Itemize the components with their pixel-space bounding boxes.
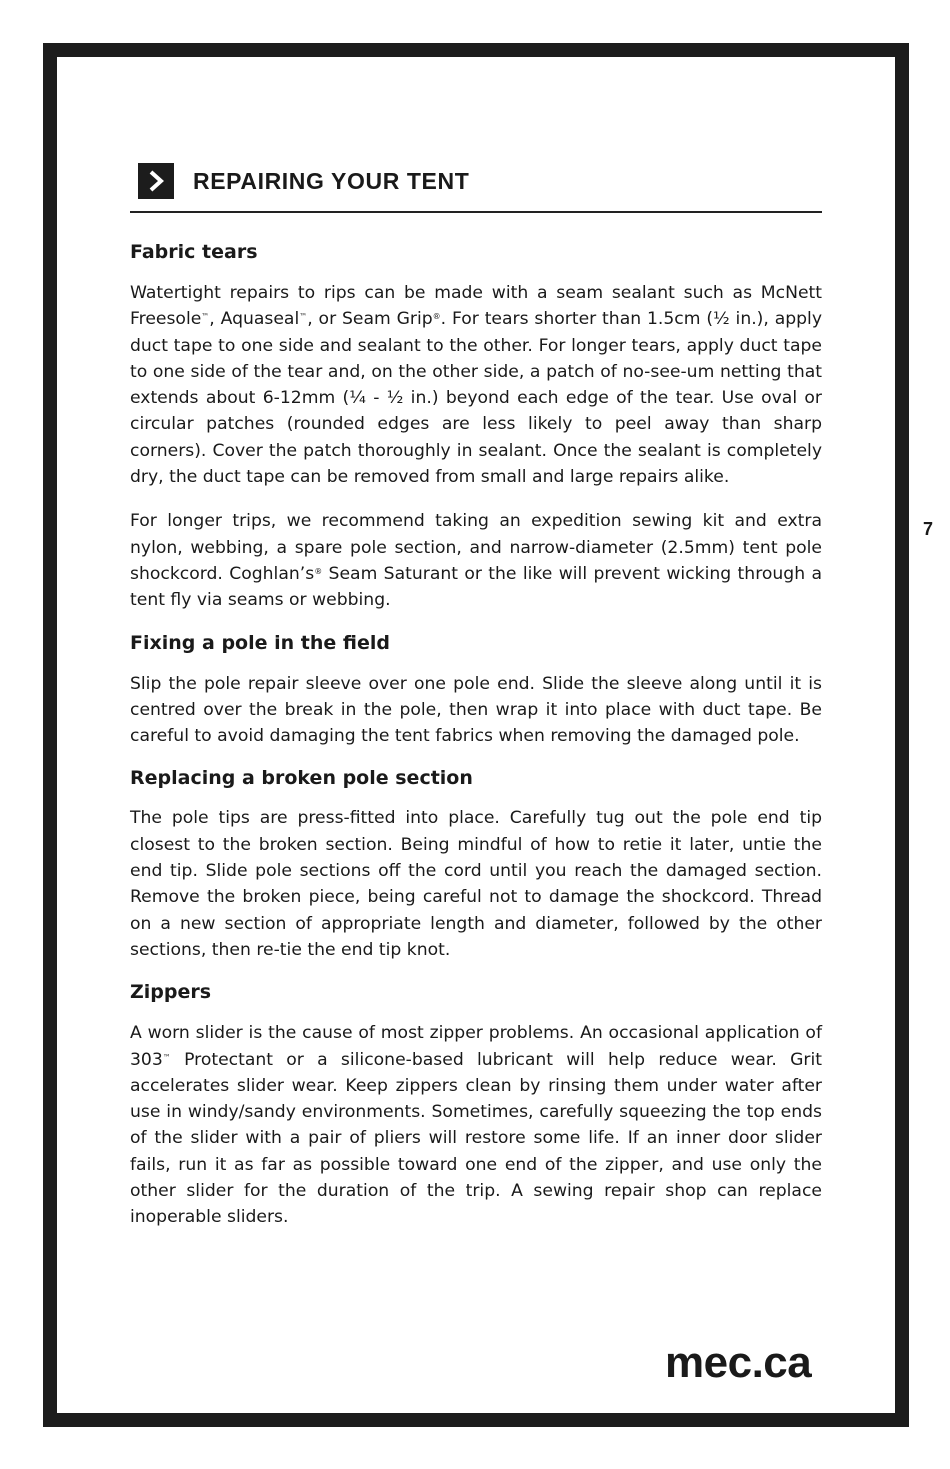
fabric-tears-paragraph-2: For longer trips, we recommend taking an expedition sewing kit and extra nylon, webbing, a spare pole section, and narrow-diameter (2.5mm) tent pole shockcord. Coghlan’s® Seam Saturant or the like will prevent wicking through a tent fly via seams or webbing. (130, 511, 822, 611)
replacing-pole-paragraph: The pole tips are press-fitted into place. Carefully tug out the pole end tip closest to the broken section. Being mindful of how to retie it later, untie the end tip. Slide pole sections off the cord until you reach the damaged section. Remove the broken piece, being careful not to damage the shockcord. Thread on a new section of appropriate length and diameter, followed by the other sections, then re-tie the end tip knot. (130, 808, 822, 960)
fabric-tears-paragraph-1: Watertight repairs to rips can be made with a seam sealant such as McNett Freesole™, Aquaseal™, or Seam Grip®. For tears shorter than 1.5cm (¹⁄₂ in.), apply duct tape to one side and sealant to the other. For longer tears, apply duct tape to one side of the tear and, on the other side, a patch of no-see-um netting that extends about 6-12mm (¹⁄₄ - ¹⁄₂ in.) beyond each edge of the tear. Use oval or circular patches (rounded edges are less likely to peel away than sharp corners). Cover the patch thoroughly in sealant. Once the sealant is completely dry, the duct tape can be removed from small and large repairs alike. (130, 283, 822, 488)
chevron-right-icon (138, 163, 174, 199)
section-heading-replacing-pole: Replacing a broken pole section (130, 767, 473, 790)
page-content (130, 162, 822, 1231)
section-heading-zippers: Zippers (130, 981, 212, 1004)
zippers-paragraph: A worn slider is the cause of most zipper problems. An occasional application of 303™ Protectant or a silicone-based lubricant will help reduce wear. Grit accelerates slider wear. Keep zippers clean by rinsing them under water after use in windy/sandy environments. Sometimes, carefully squeezing the top ends of the slider with a pair of pliers will restore some life. If an inner door slider fails, run it as far as possible toward one end of the zipper, and use only the other slider for the duration of the trip. A sewing repair shop can replace inoperable sliders. (130, 1023, 822, 1228)
page-title: REPAIRING YOUR TENT (193, 167, 470, 194)
brand-logo-text: mec.ca (665, 1338, 812, 1387)
heading-divider (130, 211, 822, 213)
page-number: 7 (922, 519, 933, 539)
page-heading (130, 162, 822, 200)
section-heading-fixing-pole: Fixing a pole in the field (130, 631, 390, 654)
fixing-pole-paragraph: Slip the pole repair sleeve over one pole end. Slide the sleeve along until it is centred over the break in the pole, then wrap it into place with duct tape. Be careful to avoid damaging the tent fabrics when removing the damaged pole. (130, 673, 822, 747)
section-heading-fabric-tears: Fabric tears (130, 241, 258, 263)
